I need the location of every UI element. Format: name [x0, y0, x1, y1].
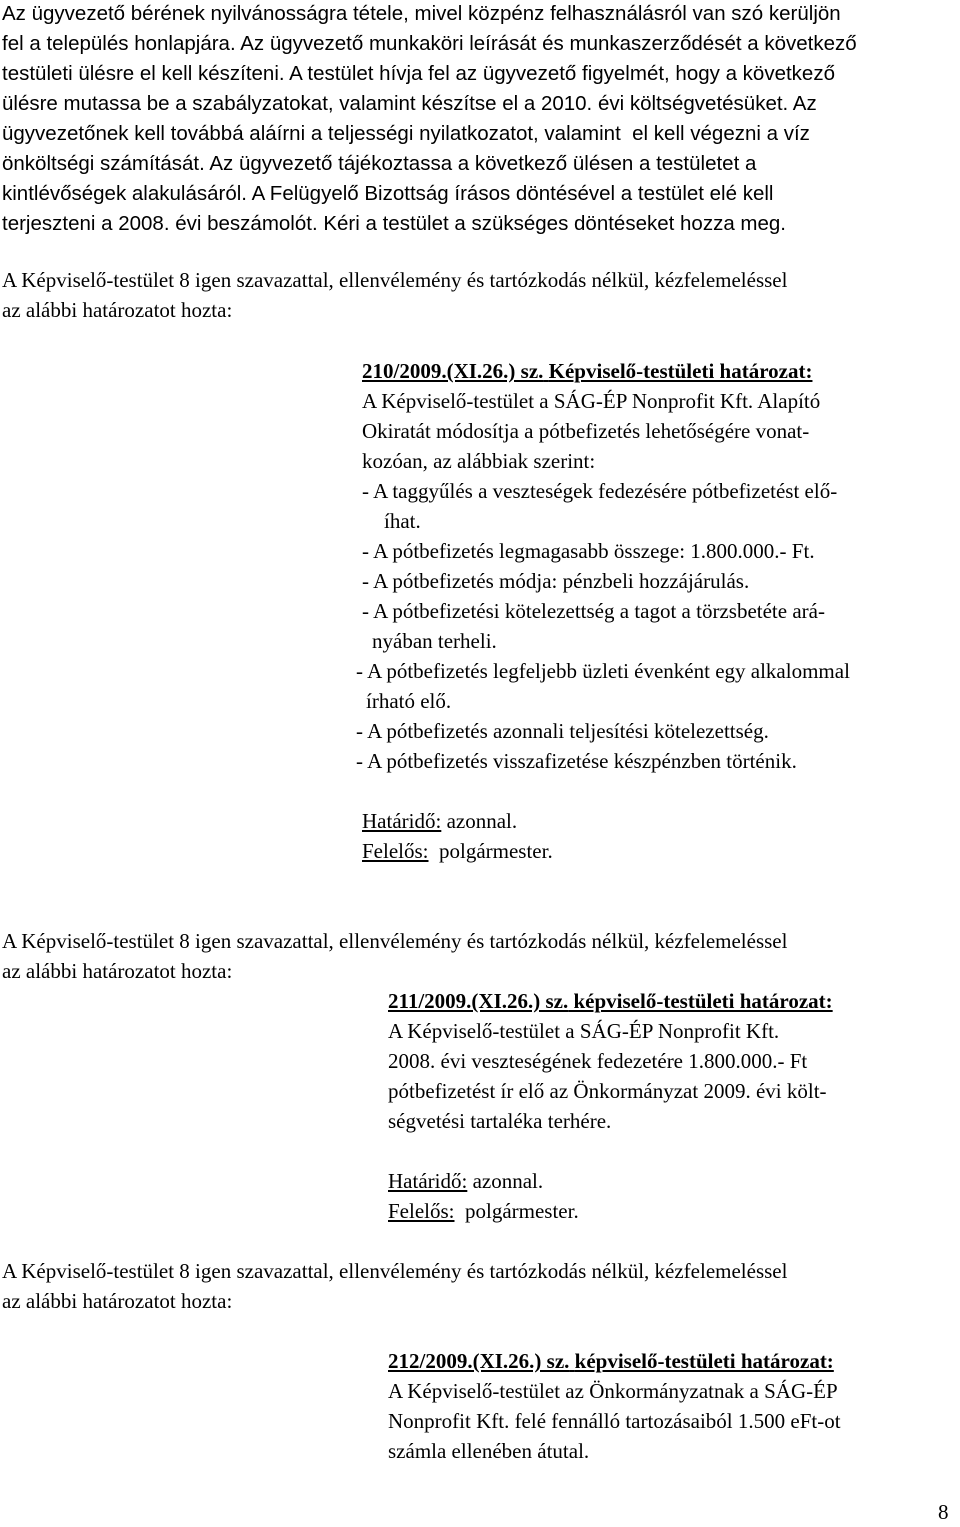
resolution-body-line: Nonprofit Kft. felé fennálló tartozásaiból 1.500 eFt-ot [388, 1409, 841, 1433]
deadline-value: azonnal. [472, 1169, 544, 1193]
resolution-heading [362, 361, 812, 382]
deadline-label: Határidő: [388, 1169, 468, 1193]
resolution-body-line: - A pótbefizetés legfeljebb üzleti évenként egy alkalommal [356, 659, 850, 683]
responsible-label: Felelős: [388, 1199, 455, 1223]
vote-statement: A Képviselő-testület 8 igen szavazattal, ellenvélemény és tartózkodás nélkül, kézfelemeléssel [2, 1259, 788, 1283]
resolution-body-line: - A pótbefizetés legmagasabb összege: 1.800.000.- Ft. [362, 539, 815, 563]
resolution-title: képviselő-testületi határozat: [574, 1349, 834, 1373]
vote-statement: A Képviselő-testület 8 igen szavazattal, ellenvélemény és tartózkodás nélkül, kézfelemeléssel [2, 929, 788, 953]
vote-statement: az alábbi határozatot hozta: [2, 298, 233, 322]
resolution-body-line: írható elő. [366, 689, 452, 713]
resolution-body-line: számla ellenében átutal. [388, 1439, 590, 1463]
page-number: 8 [938, 1500, 949, 1524]
intro-line: ülésre mutassa be a szabályzatokat, valamint készítse el a 2010. évi költségvetésüket. Az [2, 92, 817, 115]
resolution-title: Képviselő-testületi határozat: [548, 359, 813, 383]
resolution-number: 211/2009.(XI.26.) sz. [388, 989, 569, 1013]
resolution-body-line: kozóan, az alábbiak szerint: [362, 449, 596, 473]
resolution-body-line: pótbefizetést ír elő az Önkormányzat 2009. évi költ- [388, 1079, 827, 1103]
intro-line: kintlévőségek alakulásáról. A Felügyelő Bizottság írásos döntésével a testület elé kell [2, 182, 774, 205]
intro-line: Az ügyvezető bérének nyilvánosságra tétele, mivel közpénz felhasználásról van szó kerüljön [2, 2, 841, 25]
resolution-body-line: A Képviselő-testület az Önkormányzatnak a SÁG-ÉP [388, 1379, 838, 1403]
responsible-value: polgármester. [465, 1199, 579, 1223]
deadline-row [362, 811, 517, 832]
vote-statement: az alábbi határozatot hozta: [2, 1289, 233, 1313]
resolution-body-line: - A pótbefizetési kötelezettség a tagot a törzsbetéte ará- [362, 599, 825, 623]
resolution-body-line: nyában terheli. [372, 629, 497, 653]
deadline-row [388, 1171, 543, 1192]
responsible-label: Felelős: [362, 839, 429, 863]
resolution-title: képviselő-testületi határozat: [573, 989, 833, 1013]
resolution-body-line: - A pótbefizetés azonnali teljesítési kötelezettség. [356, 719, 769, 743]
vote-statement: az alábbi határozatot hozta: [2, 959, 233, 983]
resolution-body-line: - A pótbefizetés visszafizetése készpénzben történik. [356, 749, 797, 773]
resolution-body-line: A Képviselő-testület a SÁG-ÉP Nonprofit Kft. [388, 1019, 780, 1043]
intro-line: fel a település honlapjára. Az ügyvezető munkaköri leírását és munkaszerződését a következő [2, 32, 857, 55]
responsible-value: polgármester. [439, 839, 553, 863]
resolution-body-line: A Képviselő-testület a SÁG-ÉP Nonprofit Kft. Alapító [362, 389, 821, 413]
resolution-number: 210/2009.(XI.26.) sz. [362, 359, 544, 383]
resolution-heading [388, 1351, 834, 1372]
intro-line: önköltségi számítását. Az ügyvezető tájékoztassa a következő ülésen a testületet a [2, 152, 757, 175]
resolution-body-line: Okiratát módosítja a pótbefizetés lehetőségére vonat- [362, 419, 810, 443]
resolution-body-line: - A taggyűlés a veszteségek fedezésére pótbefizetést elő- [362, 479, 838, 503]
resolution-body-line: ségvetési tartaléka terhére. [388, 1109, 612, 1133]
responsible-row [362, 841, 553, 862]
intro-line: ügyvezetőnek kell továbbá aláírni a teljességi nyilatkozatot, valamint el kell végezni a víz [2, 122, 810, 145]
resolution-body-line: - A pótbefizetés módja: pénzbeli hozzájárulás. [362, 569, 750, 593]
intro-line: terjeszteni a 2008. évi beszámolót. Kéri a testület a szükséges döntéseket hozza meg. [2, 212, 786, 235]
resolution-heading [388, 991, 833, 1012]
deadline-value: azonnal. [446, 809, 518, 833]
resolution-body-line: 2008. évi veszteségének fedezetére 1.800.000.- Ft [388, 1049, 808, 1073]
deadline-label: Határidő: [362, 809, 442, 833]
intro-line: testületi ülésre el kell készíteni. A testület hívja fel az ügyvezető figyelmét, hogy a következő [2, 62, 835, 85]
responsible-row [388, 1201, 579, 1222]
vote-statement: A Képviselő-testület 8 igen szavazattal, ellenvélemény és tartózkodás nélkül, kézfelemeléssel [2, 268, 788, 292]
resolution-body-line: íhat. [384, 509, 421, 533]
resolution-number: 212/2009.(XI.26.) sz. [388, 1349, 570, 1373]
